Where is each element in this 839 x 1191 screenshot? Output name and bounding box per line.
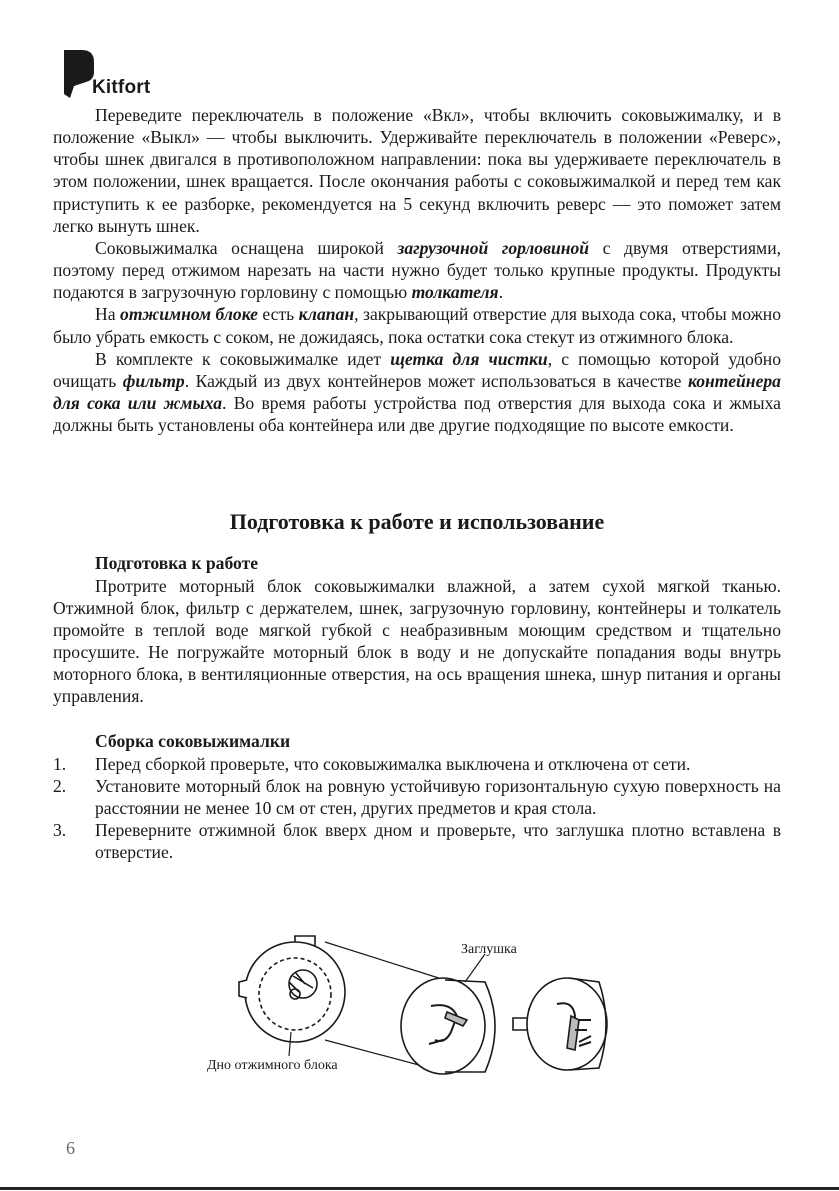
list-item: 3. Переверните отжимной блок вверх дном и проверьте, что заглушка плотно вставлена в отверстие.: [53, 820, 781, 863]
term-containers: контейнера для сока или жмыха: [53, 370, 781, 414]
brand-name: Kitfort: [92, 77, 151, 98]
label-block-bottom: Дно отжимного блока: [207, 1058, 338, 1073]
term-cleaning-brush: щетка для чистки: [390, 348, 548, 369]
assembly-heading: Сборка соковыжималки: [95, 731, 291, 752]
term-feed-chute: загрузочной горловиной: [397, 237, 590, 258]
list-item: 2. Установите моторный блок на ровную устойчивую горизонтальную сухую поверхность на расстоянии не менее 10 см от стен, других предметов и края стола.: [53, 775, 781, 818]
paragraph-brush-containers: В комплекте к соковыжималке идет щетка для чистки, с помощью которой удобно очищать фильтр. Каждый из двух контейнеров может использоваться в качестве контейнера для сока или жмыха. Во время работы устройства под отверстия для выхода сока и жмыха должны быть установлены оба контейнера или две другие подходящие по высоте емкости.: [53, 348, 782, 436]
page-body: [53, 104, 781, 863]
logo-mark-icon: [64, 50, 94, 98]
paragraph-valve: На отжимном блоке есть клапан, закрывающий отверстие для выхода сока, чтобы можно было убрать емкость с соком, не дожидаясь, пока остатки сока стекут из отжимного блока.: [53, 304, 781, 347]
term-valve: клапан: [298, 304, 355, 325]
paragraph-switch-usage: Переведите переключатель в положение «Вкл», чтобы включить соковыжималку, и в положение «Выкл» — чтобы выключить. Удерживайте переключатель в положении «Реверс», чтобы шнек двигался в противоположном направлении: пока вы удерживаете переключатель в этом положении, шнек вращается. После окончания работы с соковыжималкой и перед тем как приступить к ее разборке, рекомендуется на 5 секунд включить реверс — это поможет затем легко вынуть шнек.: [53, 105, 781, 236]
term-juicing-block: отжимном блоке: [120, 304, 258, 325]
brand-logo: [64, 50, 224, 102]
term-filter: фильтр: [122, 370, 185, 391]
label-plug: Заглушка: [461, 942, 517, 957]
term-pusher: толкателя: [411, 282, 499, 303]
prep-paragraph: Протрите моторный блок соковыжималки влажной, а затем сухой мягкой тканью. Отжимной блок, фильтр с держателем, шнек, загрузочную горловину, контейнеры и толкатель промойте в теплой воде мягкой губкой с неабразивным моющим средством и тщательно просушите. Не погружайте моторный блок в воду и не допускайте попадания воды внутрь моторного блока, в вентиляционные отверстия, на ось вращения шнека, шнур питания и органы управления.: [53, 575, 781, 707]
list-item: 1. Перед сборкой проверьте, что соковыжималка выключена и отключена от сети.: [53, 753, 691, 774]
paragraph-feed-chute: Соковыжималка оснащена широкой загрузочной горловиной с двумя отверстиями, поэтому перед отжимом нарезать на части нужно будет только крупные продукты. Продукты подаются в загрузочную горловину с помощью толкателя.: [53, 237, 782, 303]
prep-heading: Подготовка к работе: [95, 553, 259, 574]
section-title: Подготовка к работе и использование: [229, 509, 605, 535]
assembly-steps: [53, 753, 781, 864]
page-number: 6: [66, 1138, 75, 1158]
bottom-rule: [0, 1187, 839, 1190]
juicing-block-illustration: [195, 932, 615, 1082]
